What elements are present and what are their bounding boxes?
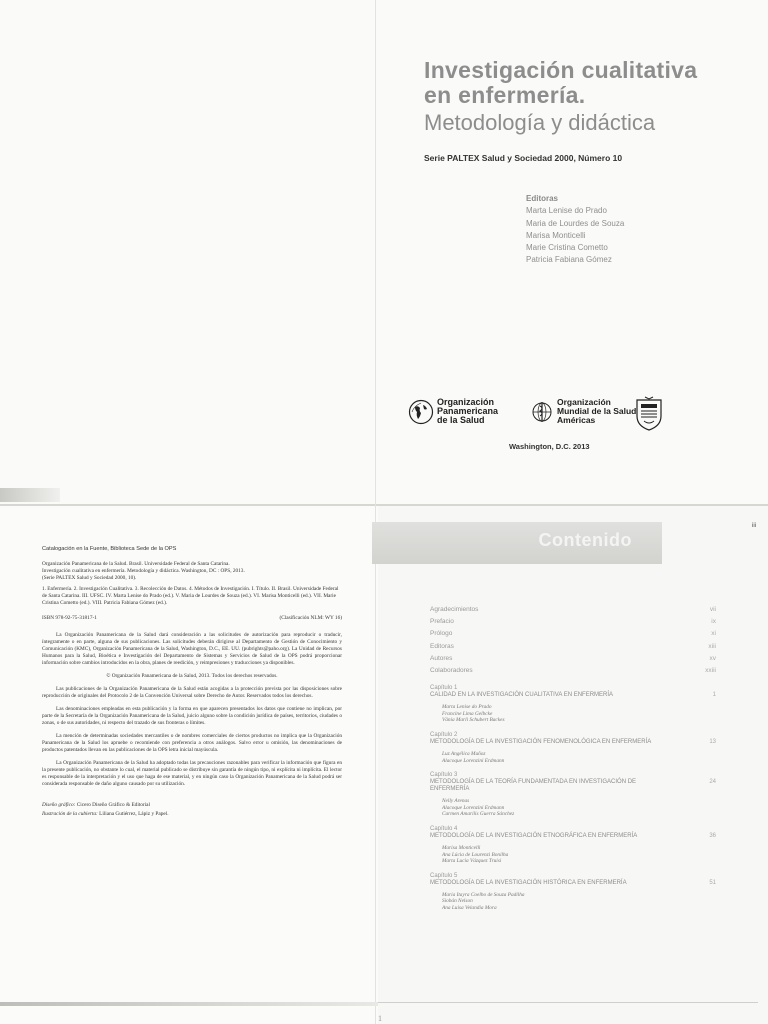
chapter-author: Vânia Marli Schubert Backes [442,717,505,724]
chapter-title: METODOLOGÍA DE LA INVESTIGACIÓN ETNOGRÁFICA EN ENFERMERÍA [430,832,638,839]
chapter-page: 51 [709,879,716,886]
design-value: Cicero Diseño Gráfico & Editorial [76,802,150,808]
page-edge-line [378,1002,758,1003]
university-seal [634,396,664,437]
toc-entry-page: xi [711,630,716,638]
chapter-label: Capítulo 5 [430,872,458,879]
catalog-line: 1. Enfermería. 2. Investigación Cualitativa. 3. Recolección de Datos. 4. Métodos de Investigación. I. Título. II. Brasil. Universidade Federal de Santa Catarina. III. UFSC. IV. Marta Lenise do Prado (ed.). V. Maria de Lourdes de Souza (ed.). VI. Marisa Monticelli (ed.). VII. Marie Cristina Cometto (ed.). VIII. Patricia Fabiana Gómez (ed.). [42,586,339,606]
chapter-author: Alacoque Lorenzini Erdmann [442,757,505,764]
chapter-author: Maria Itayra Coelho de Souza Padilha [442,891,525,898]
toc-entry[interactable] [430,628,716,640]
toc-entry-page: vii [709,606,716,613]
toc-entry[interactable] [430,665,716,677]
editor-name: Maria de Lourdes de Souza [526,218,625,228]
chapter-label: Capítulo 3 [430,772,458,779]
catalog-heading: Catalogación en la Fuente, Biblioteca Sede de la OPS [42,546,177,552]
chapter-author: Luz Angélica Muñoz [442,751,486,757]
ops-logo-line: Organización [437,397,495,407]
publication-place: Washington, D.C. 2013 [509,442,590,451]
ops-logo-line: Panamericana [437,406,499,416]
scan-shadow-bottom [0,1002,378,1006]
toc-entry-page: ix [711,618,716,626]
chapter-author: Ana Lúcia de Lourenzi Bonilha [442,851,509,858]
toc-entry-page: xv [709,654,716,662]
editor-name: Marisa Monticelli [526,230,586,240]
ops-logo [408,398,498,425]
chapter-author: Francine Lima Gelbcke [442,710,493,717]
editor-name: Marta Lenise do Prado [526,206,607,216]
university-crest-icon [634,396,664,432]
legal-paragraph: Las publicaciones de la Organización Panamericana de la Salud están acogidas a la protección prevista por las disposiciones sobre reproducción de originales del Protocolo 2 de la Convención Universal sobre Derecho de Autor. Reservados todos los derechos. [42,686,342,699]
chapter-authors [442,845,716,865]
chapter-author: Ana Luisa Velandia Mora [442,904,497,911]
ops-logo-line: de la Salud [437,415,485,425]
book-title-line-2: en enfermería. [424,82,586,108]
globe-icon [408,399,434,425]
logos-row [408,396,748,436]
chapter-authors [442,798,716,818]
chapter-author: Marta Lenise do Prado [442,704,492,711]
who-emblem-icon [530,400,554,424]
classification: (Clasificación NLM: WY 16) [279,615,342,621]
legal-paragraph: La Organización Panamericana de la Salud ha adoptado todas las precauciones razonables para verificar la información que figura en la presente publicación, no obstante lo cual, el material publicado se distribuye sin garantía de ningún tipo, ni explícita ni implícita. El lector es responsable de la interpretación y el uso que haga de ese material, y en ningún caso la Organización Panamericana de la Salud podrá ser considerada responsable de daño alguno causado por su utilización. [42,760,342,787]
chapter-author: Marisa Monticelli [442,844,481,851]
chapter-page: 36 [709,832,716,839]
catalog-block [42,546,342,818]
oms-logo-region: Américas [557,415,596,425]
chapter-entry[interactable] [430,873,716,912]
chapter-author: Alacoque Lorenzini Erdmann [442,804,505,811]
chapter-title: METODOLOGÍA DE LA INVESTIGACIÓN FENOMENOLÓGICA EN ENFERMERÍA [430,739,652,745]
catalog-line: Investigación cualitativa en enfermería. Metodología y didáctica. Washington, DC : OPS, 2013. [42,568,245,574]
chapter-authors [442,704,716,724]
copyright: © Organización Panamericana de la Salud, 2013. Todos los derechos reservados. [106,673,278,679]
page-divider-horizontal [0,504,768,506]
oms-logo [530,398,636,425]
oms-logo-line: Mundial de la Salud [557,406,637,416]
catalog-line: (Serie PALTEX Salud y Sociedad 2000, 10). [42,575,137,581]
toc-entry-page: xxiii [705,667,716,675]
chapter-entry[interactable] [430,732,716,764]
chapter-page: 13 [709,739,716,745]
chapter-author: Nelly Arenas [442,798,470,805]
contents-heading: Contenido [538,530,632,550]
chapter-title: METODOLOGÍA DE LA TEORÍA FUNDAMENTADA EN INVESTIGACIÓN DE ENFERMERÍA [430,779,637,793]
editors-heading: Editoras [526,194,559,203]
toc-entry-label: Colaboradores [430,667,473,675]
book-title-block [424,58,754,136]
chapter-title: METODOLOGÍA DE LA INVESTIGACIÓN HISTÓRICA EN ENFERMERÍA [430,879,627,886]
cover-value: Liliana Gutiérrez, Lápiz y Papel. [99,811,169,817]
design-credit [42,802,342,809]
page-mark: 1 [378,1014,382,1023]
toc-entry-page: xiii [708,642,716,650]
rights-paragraph: La Organización Panamericana de la Salud dará consideración a las solicitudes de autorización para reproducir o traducir, íntegramente o en parte, alguna de sus publicaciones. Las solicitudes deberán dirigirse al Departamento de Gestión de Conocimiento y Comunicación (KMC), Organización Panamericana de la Salud, Washington, D.C., EE. UU. (pubrights@paho.org). La Unidad de Recursos Humanos para la Salud, Bioética e Investigación del Departamento de Sistemas y Servicios de Salud de la OPS podrá proporcionar información sobre cambios introducidos en la obra, planes de reedición, y reimpresiones y traducciones ya disponibles. [42,632,342,666]
page-divider-vertical [375,0,376,1024]
chapter-authors [442,751,716,764]
oms-logo-line: Organización [557,397,611,407]
chapter-label: Capítulo 1 [430,685,458,692]
toc-entry[interactable] [430,653,716,665]
chapter-authors [442,892,716,912]
series-line: Serie PALTEX Salud y Sociedad 2000, Número 10 [424,153,623,163]
scan-shadow [0,488,60,502]
editor-name: Patricia Fabiana Gómez [526,255,612,265]
chapter-author: Marta Lucia Vázquez Truisi [442,858,502,865]
cover-label: Ilustración de la cubierta: [42,811,98,817]
toc-entry-label: Prólogo [430,630,453,638]
legal-paragraph: La mención de determinadas sociedades mercantiles o de nombres comerciales de ciertos productos no implica que la Organización Panamericana de la Salud los apruebe o recomiende con preferencia a otros análogos. Salvo error u omisión, las denominaciones de productos patentados llevan en las publicaciones de la OPS letra inicial mayúscula. [42,733,342,753]
toc-entry[interactable] [430,616,716,628]
contents-banner [372,522,662,564]
chapter-label: Capítulo 2 [430,732,458,738]
chapter-entry[interactable] [430,685,716,724]
chapter-page: 1 [712,692,716,699]
isbn-row [42,615,342,622]
toc-entry-label: Autores [430,654,453,662]
design-label: Diseño gráfico: [42,802,76,808]
legal-paragraph: Las denominaciones empleadas en esta publicación y la forma en que aparecen presentados los datos que contiene no implican, por parte de la Secretaría de la Organización Panamericana de la Salud, juicio alguno sobre la condición jurídica de países, territorios, ciudades o zonas, o de sus autoridades, ni respecto del trazado de sus fronteras o límites. [42,706,342,726]
chapter-entry[interactable] [430,826,716,865]
chapter-page: 24 [709,779,716,786]
toc-entry-label: Editoras [430,642,454,650]
chapter-label: Capítulo 4 [430,825,458,832]
chapter-title: CALIDAD EN LA INVESTIGACIÓN CUALITATIVA EN ENFERMERÍA [430,692,614,699]
toc-entry[interactable] [430,641,716,653]
chapter-author: Siobán Nelson [442,898,473,905]
editors-block [526,193,624,267]
chapter-author: Carmen Amarilis Guerra Sánchez [442,811,515,818]
toc-entry-label: Agradecimientos [430,606,479,613]
book-title-line-1: Investigación cualitativa [424,57,698,83]
book-subtitle: Metodología y didáctica [424,110,656,135]
page-number: iii [752,523,756,529]
chapter-entry[interactable] [430,772,716,818]
toc-entry-label: Prefacio [430,618,454,626]
front-matter-list [430,604,716,677]
catalog-line: Organización Panamericana de la Salud. Brasil. Universidade Federal de Santa Catarina. [42,561,230,567]
editor-name: Marie Cristina Cometto [526,243,608,253]
isbn: ISBN 978-92-75-31817-1 [42,615,97,621]
toc-entry[interactable] [430,604,716,616]
table-of-contents [430,604,716,912]
cover-credit [42,811,342,818]
